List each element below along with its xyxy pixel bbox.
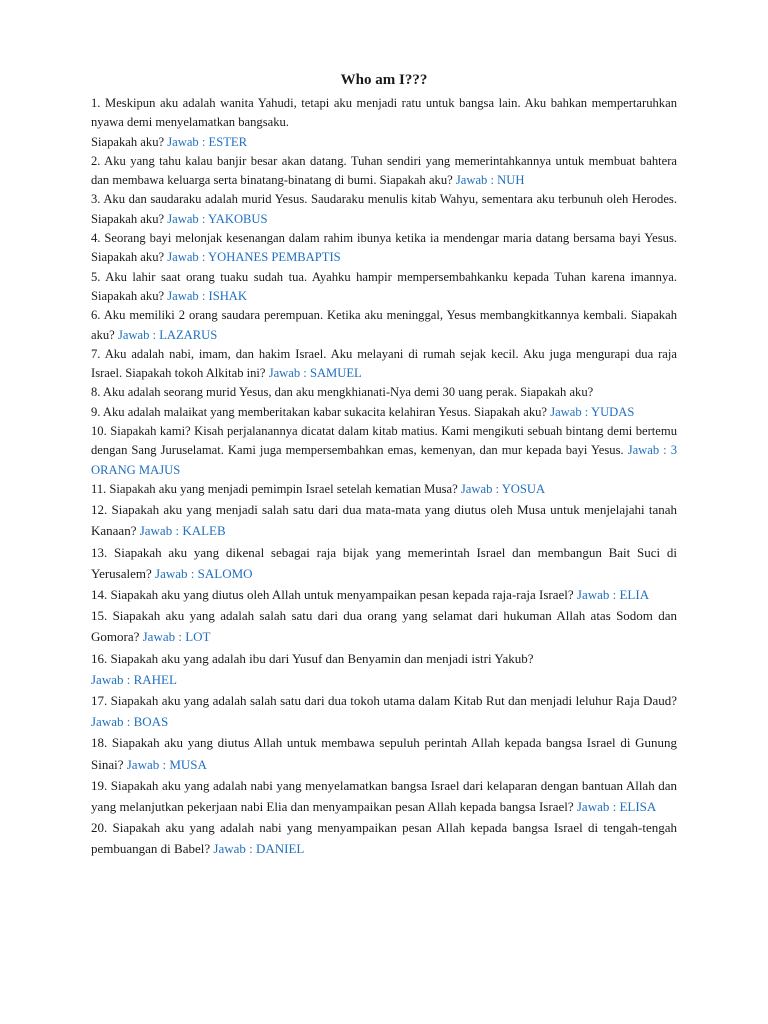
question-text: 4. Seorang bayi melonjak kesenangan dalam rahim ibunya ketika ia mendengar maria datang bersama bayi Yesus. Siapakah aku? bbox=[91, 231, 677, 265]
question-text: 12. Siapakah aku yang menjadi salah satu dari dua mata-mata yang diutus oleh Musa untuk menjelajahi tanah Kanaan? bbox=[91, 502, 677, 539]
answer-text: Jawab : NUH bbox=[455, 173, 525, 188]
question-item bbox=[91, 422, 677, 480]
question-text: 10. Siapakah kami? Kisah perjalanannya dicatat dalam kitab matius. Kami mengikuti sebuah bintang demi bertemu dengan Sang Juruselamat. Kami juga mempersembahkan emas, kemenyan, dan mur kepada bayi Yesus. bbox=[91, 424, 677, 458]
question-text: 17. Siapakah aku yang adalah salah satu dari dua tokoh utama dalam Kitab Rut dan menjadi leluhur Raja Daud? bbox=[91, 693, 677, 709]
question-text: 15. Siapakah aku yang adalah salah satu dari dua orang yang selamat dari hukuman Allah atas Sodom dan Gomora? bbox=[91, 608, 677, 645]
question-text: 5. Aku lahir saat orang tuaku sudah tua. Ayahku hampir mempersembahkanku kepada Tuhan karena imannya. Siapakah aku? bbox=[91, 269, 677, 303]
answer-text: Jawab : ISHAK bbox=[167, 288, 248, 303]
question-item bbox=[91, 383, 677, 402]
question-text: 13. Siapakah aku yang dikenal sebagai raja bijak yang memerintah Israel dan membangun Bait Suci di Yerusalem? bbox=[91, 544, 677, 581]
answer-text: Jawab : RAHEL bbox=[91, 671, 177, 687]
answer-text: Jawab : KALEB bbox=[139, 523, 226, 539]
question-item bbox=[91, 732, 677, 774]
answer-text: Jawab : LAZARUS bbox=[117, 327, 218, 342]
question-item bbox=[91, 345, 677, 384]
question-text: 20. Siapakah aku yang adalah nabi yang menyampaikan pesan Allah kepada bangsa Israel di tengah-tengah pembuangan di Babel? bbox=[91, 820, 677, 857]
answer-text: Jawab : MUSA bbox=[126, 756, 207, 772]
question-item bbox=[91, 542, 677, 584]
answer-text: Jawab : ELIA bbox=[576, 587, 650, 603]
question-text: 3. Aku dan saudaraku adalah murid Yesus. Saudaraku menulis kitab Wahyu, sementara aku terbunuh oleh Herodes. Siapakah aku? bbox=[91, 192, 677, 226]
question-item bbox=[91, 152, 677, 191]
question-text: Siapakah aku? bbox=[91, 134, 165, 149]
question-item bbox=[91, 268, 677, 307]
question-text: 2. Aku yang tahu kalau banjir besar akan datang. Tuhan sendiri yang memerintahkannya untuk membuat bahtera dan membawa keluarga serta binatang-binatang di bumi. Siapakah aku? bbox=[91, 153, 677, 188]
answer-text: Jawab : SALOMO bbox=[155, 565, 253, 581]
question-item bbox=[91, 584, 677, 605]
question-text: 6. Aku memiliki 2 orang saudara perempuan. Ketika aku meninggal, Yesus membangkitkannya kembali. Siapakah aku? bbox=[91, 308, 677, 342]
question-item bbox=[91, 690, 677, 732]
answer-text: Jawab : LOT bbox=[142, 629, 211, 645]
question-text: 7. Aku adalah nabi, imam, dan hakim Israel. Aku melayani di rumah sejak kecil. Aku juga mengurapi dua raja Israel. Siapakah tokoh Alkitab ini? bbox=[91, 346, 677, 381]
question-item bbox=[91, 403, 677, 422]
question-item bbox=[91, 605, 677, 647]
answer-text: Jawab : SAMUEL bbox=[268, 366, 362, 381]
question-item bbox=[91, 817, 677, 859]
answer-text: Jawab : DANIEL bbox=[213, 841, 305, 857]
answer-text: Jawab : YOSUA bbox=[460, 481, 546, 496]
question-text: 16. Siapakah aku yang adalah ibu dari Yusuf dan Benyamin dan menjadi istri Yakub? bbox=[91, 650, 534, 666]
question-list bbox=[91, 94, 677, 860]
question-item bbox=[91, 94, 677, 152]
question-item bbox=[91, 499, 677, 541]
question-item bbox=[91, 306, 677, 345]
answer-text: Jawab : 3 ORANG MAJUS bbox=[91, 443, 678, 477]
question-item bbox=[91, 190, 677, 229]
answer-text: Jawab : YOHANES PEMBAPTIS bbox=[167, 250, 341, 265]
answer-text: Jawab : BOAS bbox=[91, 714, 169, 730]
question-text: 1. Meskipun aku adalah wanita Yahudi, tetapi aku menjadi ratu untuk bangsa lain. Aku bahkan mempertaruhkan nyawa demi menyelamatkan bangsaku. bbox=[91, 96, 677, 130]
question-item bbox=[91, 648, 677, 690]
question-text: 14. Siapakah aku yang diutus oleh Allah untuk menyampaikan pesan kepada raja-raja Israel? bbox=[91, 587, 574, 603]
question-text: 8. Aku adalah seorang murid Yesus, dan aku mengkhianati-Nya demi 30 uang perak. Siapakah aku? bbox=[91, 385, 594, 400]
answer-text: Jawab : ESTER bbox=[167, 134, 248, 149]
answer-text: Jawab : YAKOBUS bbox=[167, 211, 268, 226]
question-text: 9. Aku adalah malaikat yang memberitakan kabar sukacita kelahiran Yesus. Siapakah aku? bbox=[91, 404, 548, 419]
question-text: 19. Siapakah aku yang adalah nabi yang menyelamatkan bangsa Israel dari kelaparan dengan bantuan Allah dan yang melanjutkan pekerjaan nabi Elia dan menyampaikan pesan Allah kepada bangsa Israel? bbox=[91, 777, 677, 815]
question-item bbox=[91, 775, 677, 817]
answer-text: Jawab : YUDAS bbox=[550, 404, 635, 419]
answer-text: Jawab : ELISA bbox=[576, 799, 657, 815]
question-item bbox=[91, 229, 677, 268]
page-title: Who am I??? bbox=[340, 72, 428, 88]
question-item bbox=[91, 480, 677, 499]
question-text: 18. Siapakah aku yang diutus Allah untuk membawa sepuluh perintah Allah kepada bangsa Israel di Gunung Sinai? bbox=[91, 735, 677, 772]
question-text: 11. Siapakah aku yang menjadi pemimpin Israel setelah kematian Musa? bbox=[91, 481, 458, 496]
